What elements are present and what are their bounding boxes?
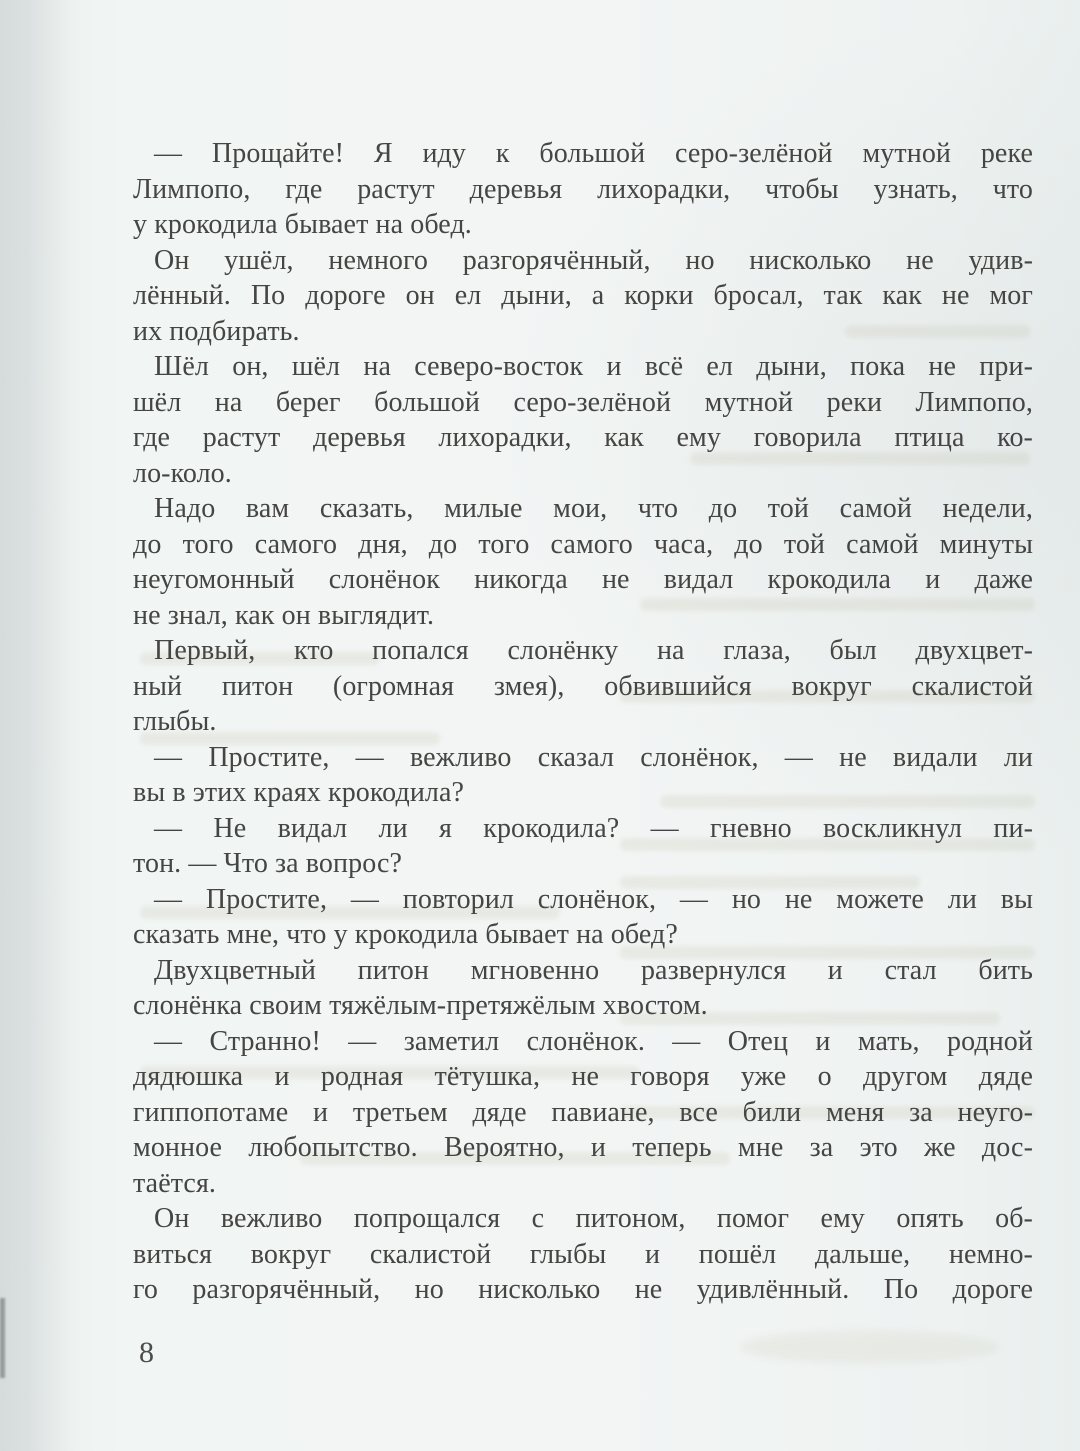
text-line: вы в этих краях крокодила? — [133, 777, 465, 808]
paragraph — [133, 491, 1033, 633]
paragraph — [133, 1024, 1033, 1202]
bleed-through-artifact — [740, 1330, 1000, 1364]
text-line: до того самого дня, до того самого часа, до той самой минуты — [133, 528, 1033, 560]
text-line: тон. — Что за вопрос? — [133, 848, 403, 879]
paragraph — [133, 953, 1033, 1024]
text-line: — Простите, — вежливо сказал слонёнок, — не видали ли — [154, 741, 1033, 773]
text-line: Первый, кто попался слонёнку на глаза, был двухцвет- — [154, 635, 1033, 666]
text-line: ный питон (огромная змея), обвившийся вокруг скалистой — [133, 670, 1033, 702]
text-line: шёл на берег большой серо-зелёной мутной реки Лимпопо, — [133, 386, 1033, 418]
paragraph — [133, 243, 1033, 350]
text-line: ло-коло. — [133, 457, 232, 489]
text-line: таётся. — [133, 1167, 217, 1199]
paragraph — [133, 811, 1033, 882]
paragraph — [133, 882, 1033, 953]
text-line: лённый. По дороге он ел дыни, а корки бросал, так как не мог — [133, 280, 1033, 311]
text-line: монное любопытство. Вероятно, и теперь мне за это же дос- — [133, 1132, 1033, 1163]
text-line: Лимпопо, где растут деревья лихорадки, чтобы узнать, что — [133, 173, 1033, 205]
text-line: гиппопотаме и третьем дяде павиане, все били меня за неуго- — [133, 1096, 1033, 1128]
text-line: сказать мне, что у крокодила бывает на обед? — [133, 919, 678, 950]
paragraph — [133, 136, 1033, 243]
page-text — [133, 136, 1033, 1308]
text-line: — Странно! — заметил слонёнок. — Отец и мать, родной — [154, 1025, 1033, 1057]
text-line: — Не видал ли я крокодила? — гневно воскликнул пи- — [154, 812, 1033, 844]
text-line: не знал, как он выглядит. — [133, 599, 435, 631]
text-line: — Прощайте! Я иду к большой серо-зелёной мутной реке — [154, 138, 1033, 169]
text-line: го разгорячённый, но нисколько не удивлённый. По дороге — [133, 1274, 1033, 1305]
text-line: их подбирать. — [133, 315, 300, 347]
paragraph — [133, 633, 1033, 740]
text-line: глыбы. — [133, 706, 217, 737]
text-line: виться вокруг скалистой глыбы и пошёл дальше, немно- — [133, 1238, 1033, 1270]
paragraph — [133, 1201, 1033, 1308]
page-number: 8 — [139, 1336, 154, 1369]
paragraph — [133, 349, 1033, 491]
text-line: дядюшка и родная тётушка, не говоря уже о другом дяде — [133, 1061, 1033, 1092]
text-line: где растут деревья лихорадки, как ему говорила птица ко- — [133, 422, 1033, 453]
text-line: Надо вам сказать, милые мои, что до той самой недели, — [154, 493, 1033, 524]
text-line: Он вежливо попрощался с питоном, помог ему опять об- — [154, 1203, 1033, 1234]
paragraph — [133, 740, 1033, 811]
scan-edge-artifact — [0, 1298, 5, 1378]
text-line: — Простите, — повторил слонёнок, — но не можете ли вы — [154, 883, 1033, 915]
text-line: у крокодила бывает на обед. — [133, 209, 472, 240]
text-line: Он ушёл, немного разгорячённый, но нисколько не удив- — [154, 244, 1033, 276]
text-line: неугомонный слонёнок никогда не видал крокодила и даже — [133, 564, 1033, 595]
binding-shadow — [0, 0, 80, 1451]
text-line: Шёл он, шёл на северо-восток и всё ел дыни, пока не при- — [154, 351, 1033, 382]
text-line: слонёнка своим тяжёлым-претяжёлым хвостом. — [133, 990, 708, 1021]
text-line: Двухцветный питон мгновенно развернулся и стал бить — [154, 954, 1033, 986]
